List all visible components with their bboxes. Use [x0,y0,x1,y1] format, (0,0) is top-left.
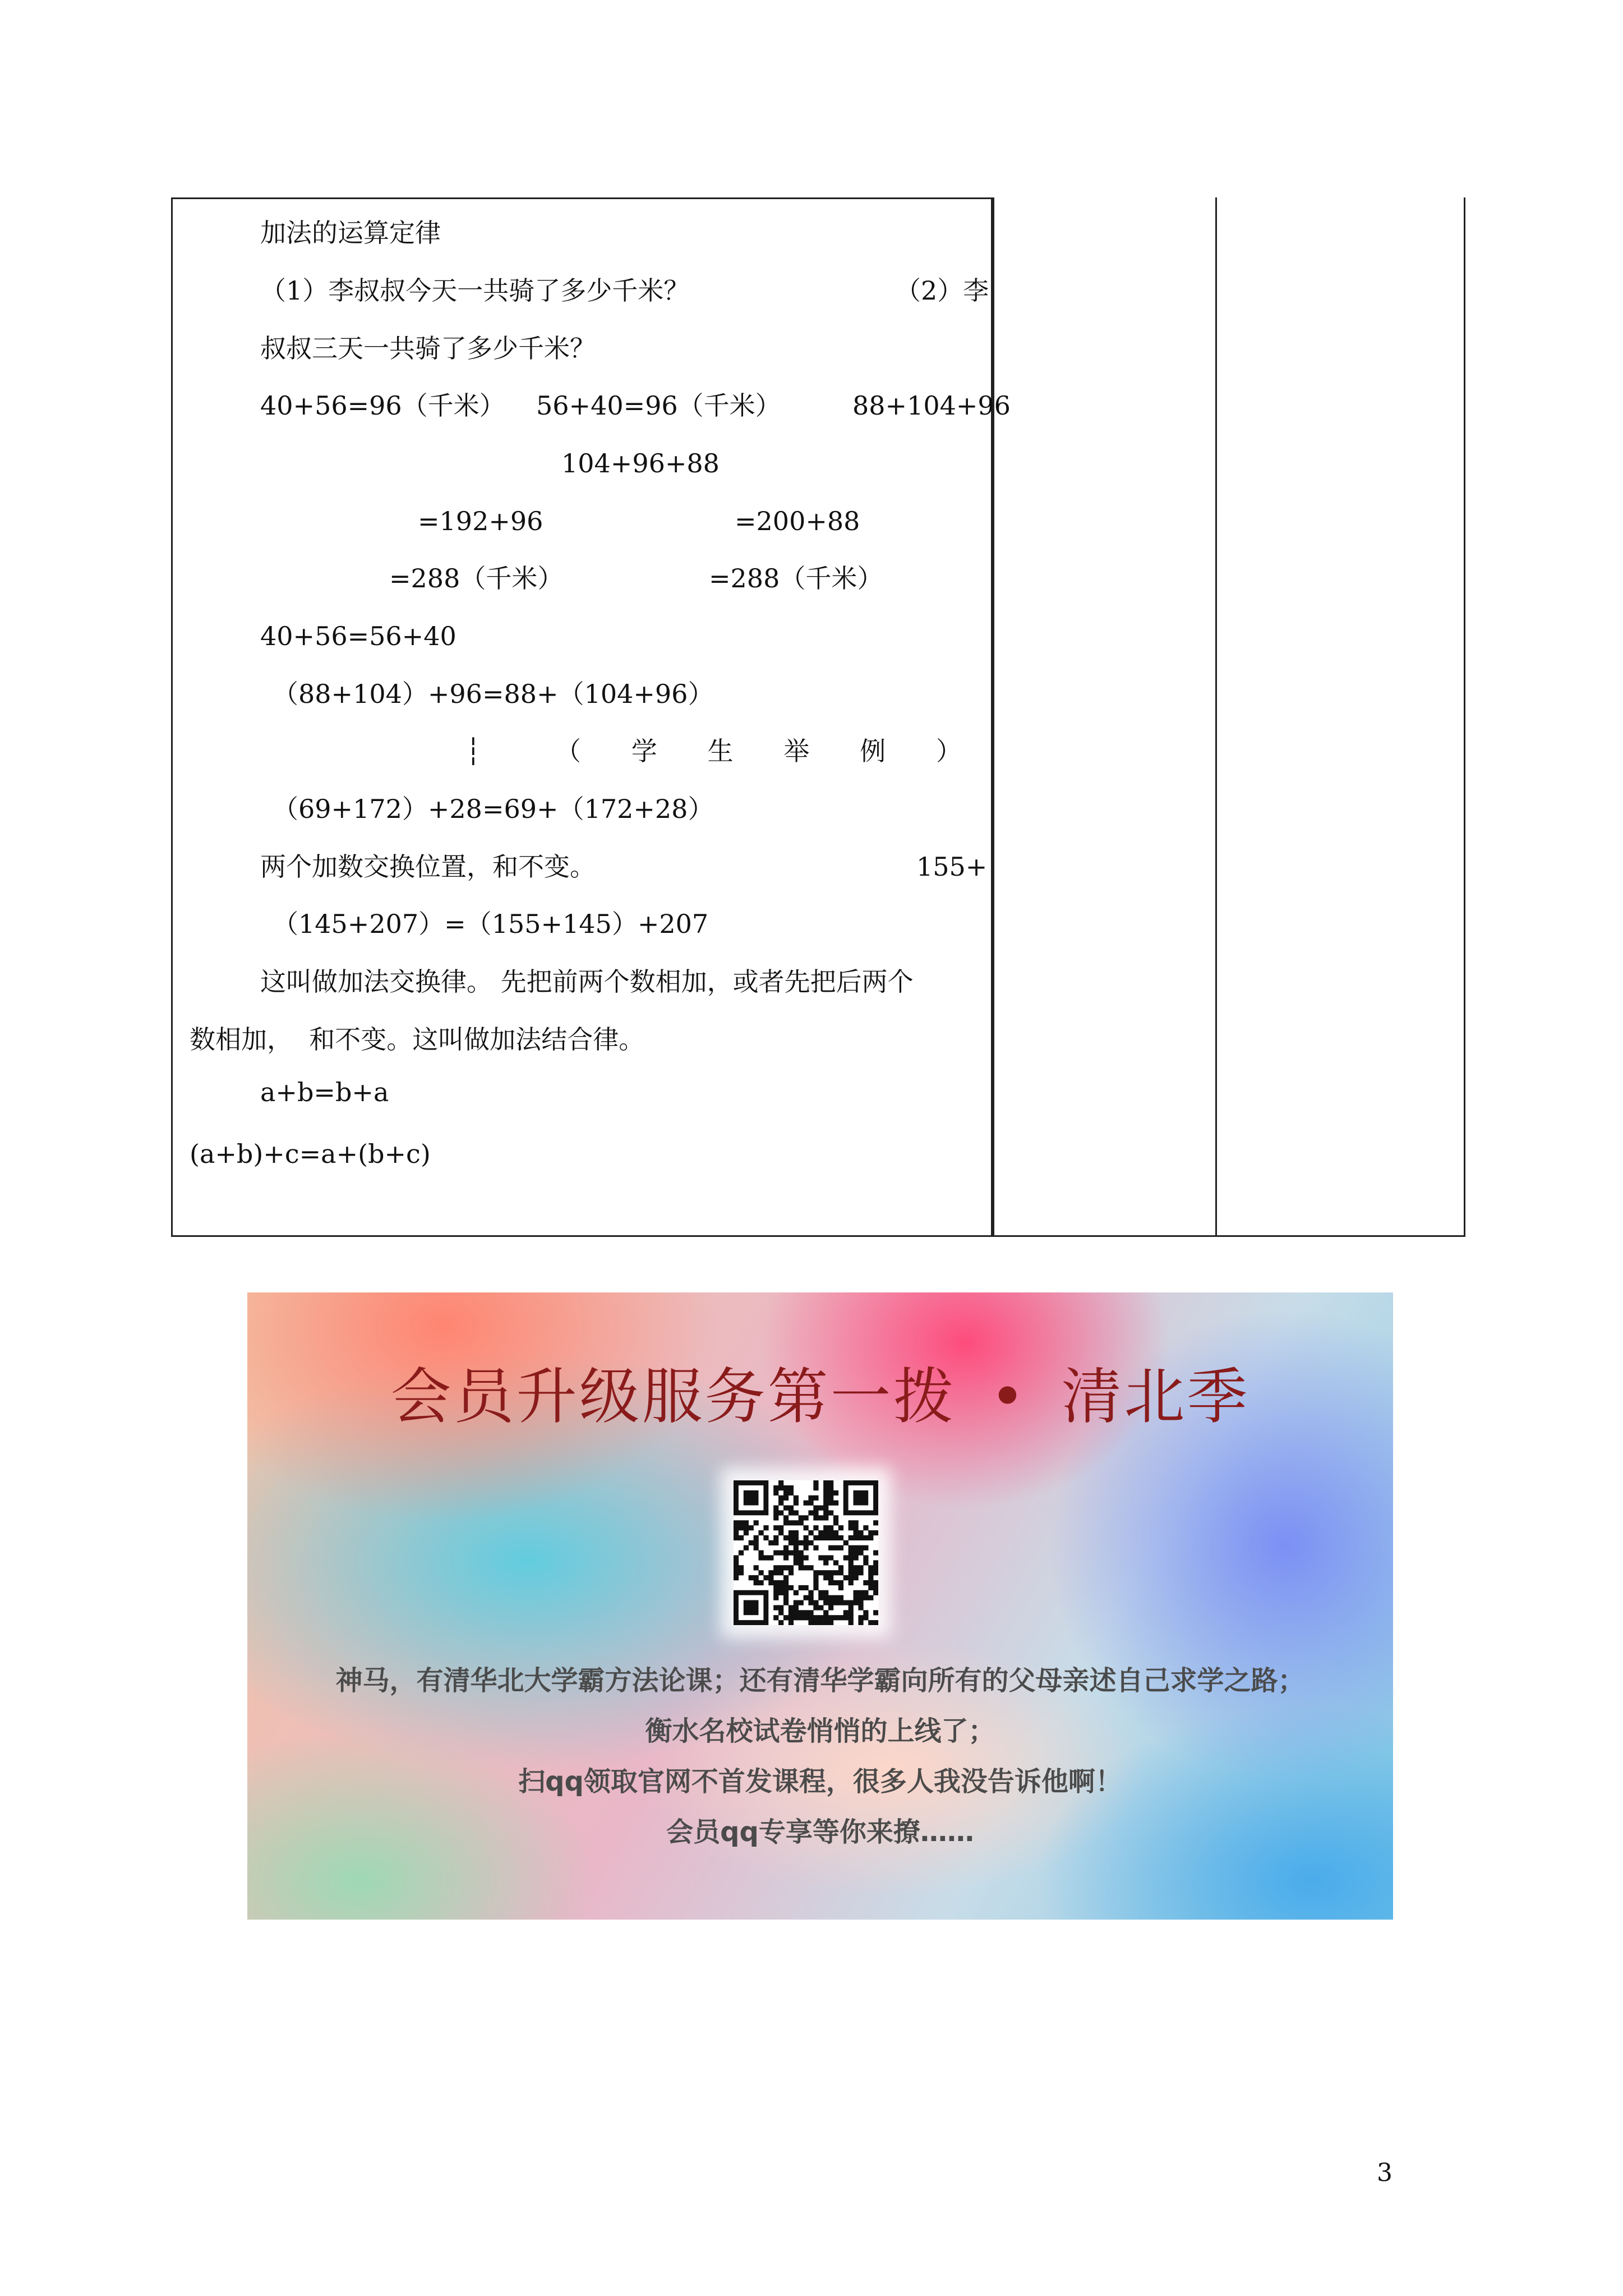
banner-title-right: 清北季 [1061,1362,1250,1432]
dots-mark: ┆ [465,736,481,766]
banner-line: 神马，有清华北大学霸方法论课；还有清华学霸向所有的父母亲述自己求学之路； [335,1665,1305,1696]
question-2-end: 叔叔三天一共骑了多少千米？ [260,333,596,364]
equation-1: 40+56=96（千米） [260,390,505,421]
table-bottom-border [993,1235,1465,1237]
rule-text-line-2: 数相加， 和不变。这叫做加法结合律。 [190,1024,645,1055]
question-1: （1）李叔叔今天一共骑了多少千米？ [260,275,690,306]
banner-title-dot: • [989,1362,1028,1432]
equation-8: =288（千米） [709,563,883,593]
equation-4: 104+96+88 [561,448,720,478]
lesson-title: 加法的运算定律 [260,218,441,248]
formula-commutative: a+b=b+a [260,1077,389,1107]
equation-3: 88+104+96 [852,390,1011,421]
banner-line: 扫qq领取官网不首发课程，很多人我没告诉他啊！ [518,1766,1122,1797]
equation-11: （69+172）+28=69+（172+28） [273,794,714,824]
rule-commutative: 两个加数交换位置，和不变。 [260,852,596,882]
student-example [555,734,962,768]
student-example-char: 生 [707,736,734,766]
column-divider [1215,197,1217,1237]
equation-5: =192+96 [418,506,543,536]
banner-line: 衡水名校试卷悄悄的上线了； [645,1715,995,1747]
equation-2: 56+40=96（千米） [536,390,781,421]
student-example-char: ） [935,736,962,766]
qr-code-icon [734,1480,878,1625]
student-example-char: （ [555,736,581,766]
formula-associative: (a+b)+c=a+(b+c) [190,1139,431,1169]
equation-6: =200+88 [735,506,860,536]
lesson-content-cell [171,197,1011,1237]
banner-title-left: 会员升级服务第一拨 [390,1362,956,1432]
qr-code[interactable] [734,1480,878,1625]
column-divider [1464,197,1465,1237]
rule-text-line-1: 这叫做加法交换律。 先把前两个数相加，或者先把后两个 [260,967,914,997]
column-divider [993,197,994,1237]
student-example-char: 学 [631,736,657,766]
lesson-table [171,197,1465,1237]
banner-title [247,1361,1393,1434]
banner-line: 会员qq专享等你来撩…… [666,1816,974,1848]
equation-12-end: （145+207）=（155+145）+207 [273,909,709,939]
question-2-start: （2）李 [895,275,989,306]
page-number: 3 [1377,2159,1393,2187]
equation-12-start: 155+ [916,852,988,882]
equation-9: 40+56=56+40 [260,621,457,651]
promo-banner [247,1292,1393,1920]
equation-10: （88+104）+96=88+（104+96） [273,679,714,709]
student-example-char: 例 [860,736,886,766]
equation-7: =288（千米） [389,563,564,593]
student-example-char: 举 [783,736,810,766]
